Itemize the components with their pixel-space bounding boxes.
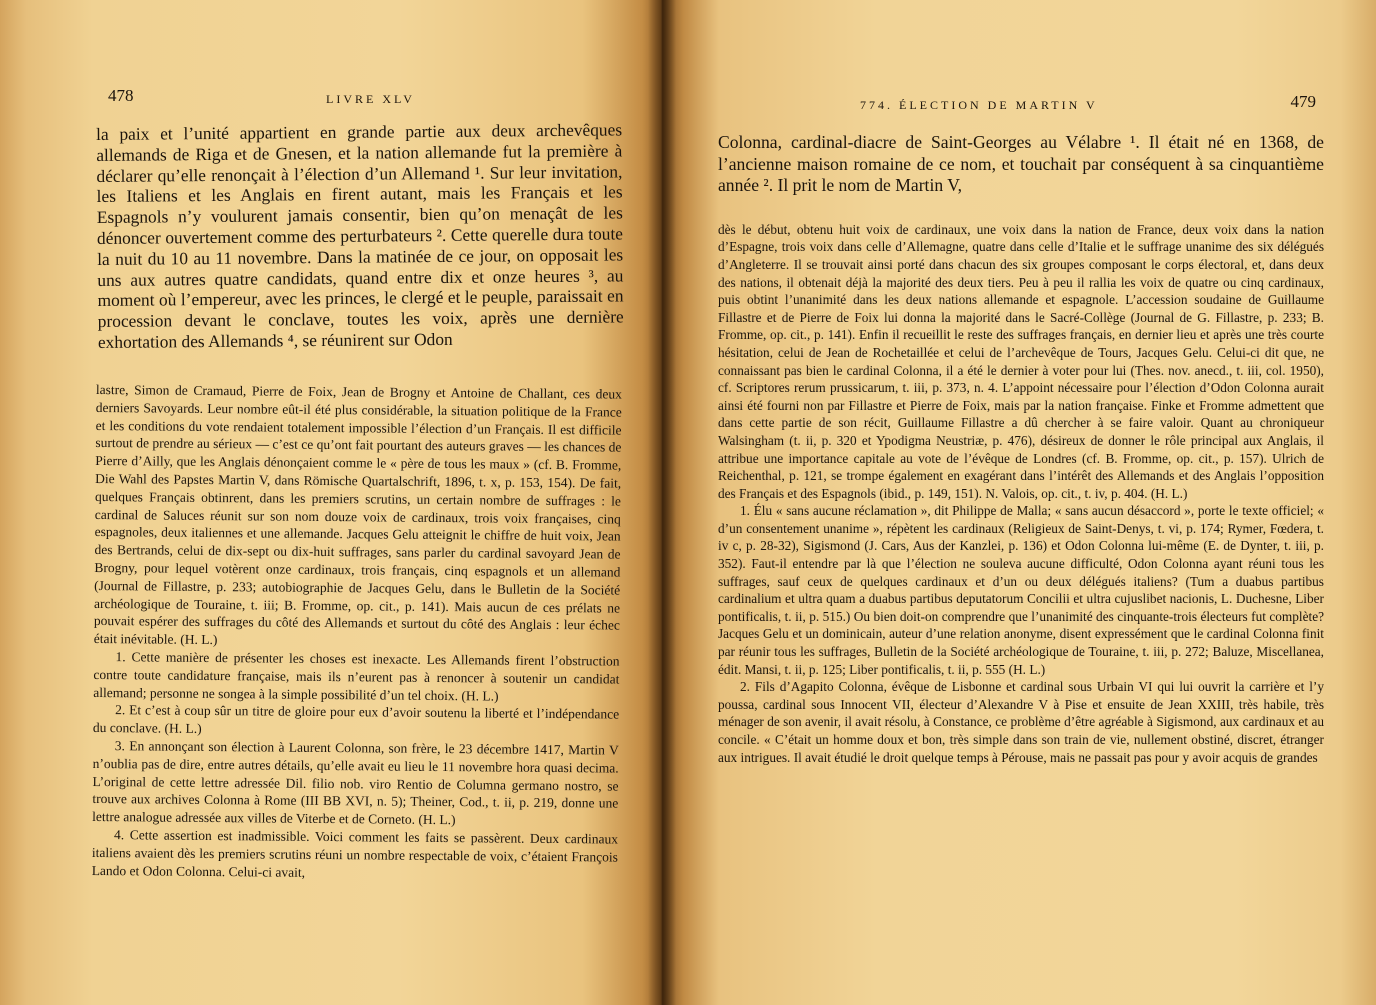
footnote-4: 4. Cette assertion est inadmissible. Voici comment les faits se passèrent. Deux cardinaux italiens avaient dès les premiers scrutins réuni un nombre respectable de voix, c’étaient François Lando et Odon Colonna. Celui-ci avait, bbox=[91, 826, 619, 880]
book-gutter bbox=[648, 0, 676, 1005]
main-paragraph: Colonna, cardinal-diacre de Saint-Georges au Vélabre ¹. Il était né en 1368, de l’ancienne maison romaine de ce nom, et touchait par conséquent à sa cinquantième année ². Il prit le nom de Martin V, bbox=[718, 132, 1324, 196]
right-page-header bbox=[718, 92, 1324, 130]
footnote-continued: lastre, Simon de Cramaud, Pierre de Foix, Jean de Brogny et Antoine de Challant, ces deux derniers Savoyards. Leur nombre eût-il été plus considérable, la situation politique de la France et les conditions du vote rendaient totalement impossible l’élection d’un Français. Il est difficile surtout de prendre au sérieux — c’est ce qu’ont fait pourtant des auteurs graves — les chances de Pierre d’Ailly, que les Anglais dénonçaient comme le « père de tous les maux » (cf. B. Fromme, Die Wahl des Papstes Martin V, dans Römische Quartalschrift, 1896, t. x, p. 153, 154). De fait, quelques Français obtinrent, dans les premiers scrutins, un certain nombre de suffrages : le cardinal de Saluces réunit sur son nom douze voix de cardinaux, trois voix françaises, cinq espagnoles, deux italiennes et une allemande. Jacques Gelu atteignit le chiffre de huit voix, Jean des Bertrands, celui de dix-sept ou dix-huit suffrages, sans parler du cardinal savoyard Jean de Brogny, pour lequel votèrent onze cardinaux, trois français, cinq espagnols et un allemand (Journal de Fillastre, p. 233; autobiographie de Jacques Gelu, dans le Bulletin de la Société archéologique de Touraine, t. iii; B. Fromme, op. cit., p. 141). Mais aucun de ces prélats ne pouvait espérer des suffrages du côté des Allemands et surtout du côté des Anglais : leur échec était inévitable. (H. L.) bbox=[93, 381, 622, 647]
footnotes bbox=[718, 221, 1324, 766]
main-paragraph: la paix et l’unité appartient en grande partie aux deux archevêques allemands de Riga et de Gnesen, et la nation allemande fut la première à déclarer qu’elle renonçait à l’élection d’un Allemand ¹. Sur leur invitation, les Italiens et les Anglais en firent autant, mais les Français et les Espagnols n’y voulurent jamais consentir, bien qu’on menaçât de les dénoncer ouvertement comme des perturbateurs ². Cette querelle dura toute la nuit du 10 au 11 novembre. Dans la matinée de ce jour, on opposait les uns aux autres quatre candidats, quand entre dix et onze heures ³, au moment où l’empereur, avec les princes, le clergé et le peuple, paraissait en procession devant le conclave, toutes les voix, après une dernière exhortation des Allemands ⁴, se réunirent sur Odon bbox=[96, 119, 624, 352]
page-number: 479 bbox=[1290, 92, 1316, 111]
left-page-header bbox=[96, 86, 622, 124]
footnote-2: 2. Fils d’Agapito Colonna, évêque de Lisbonne et cardinal sous Urbain VI qui lui ouvrit la carrière et l’y poussa, cardinal sous Innocent VII, électeur d’Alexandre V à Pise et ensuite de Jean XXIII, très habile, très ménager de son avenir, il avait résolu, à Constance, ce problème d’être agréable à Sigismond, aux cardinaux et au concile. « C’était un homme doux et bon, très simple dans son train de vie, nullement obstiné, discret, étranger aux intrigues. Il avait étudié le droit quelque temps à Pérouse, mais ne passait pas pour y avoir acquis de grandes bbox=[718, 679, 1324, 765]
right-page bbox=[662, 0, 1376, 1005]
page-number: 478 bbox=[108, 86, 134, 105]
main-text bbox=[96, 119, 624, 352]
left-page bbox=[0, 0, 662, 1005]
footnote-continued: dès le début, obtenu huit voix de cardinaux, une voix dans la nation de France, deux voix dans la nation d’Espagne, trois voix dans celle d’Allemagne, quatre dans celle d’Italie et le suffrage unanime des six délégués d’Angleterre. Il se trouvait ainsi porté dans chacun des six groupes composant le corps électoral, et, dans deux des nations, il obtenait déjà la majorité des deux tiers. Peu à peu il rallia les voix de quatre ou cinq cardinaux, puis obtint l’unanimité dans les deux nations allemande et espagnole. L’accession soudaine de Guillaume Fillastre et de Pierre de Foix lui donna la majorité dans le Sacré-Collège (Journal de G. Fillastre, p. 233; B. Fromme, op. cit., p. 141). Enfin il recueillit le reste des suffrages français, en dernier lieu et après une très courte hésitation, celui de Jean de Rochetaillée et celui de l’archevêque de Tours, Jacques Gelu. Celui-ci dit que, ne connaissant pas bien le cardinal Colonna, il a été le dernier à voter pour lui (Thes. nov. anecd., t. iii, col. 1950), cf. Scriptores rerum prussicarum, t. iii, p. 373, n. 4. L’appoint nécessaire pour l’élection d’Odon Colonna aurait ainsi été fourni non par Fillastre et Pierre de Foix, mais par la nation française. Finke et Fromme admettent que dans cette partie de son récit, Guillaume Fillastre a dû chercher à se faire valoir. Quant au chroniqueur Walsingham (t. ii, p. 320 et Ypodigma Neustriæ, p. 476), désireux de donner le rôle principal aux Anglais, il attribue une importance capitale au vote de l’évêque de Londres (cf. B. Fromme, op. cit., p. 157). Ulrich de Reichenthal, p. 121, se trompe également en exagérant dans l’intérêt des Allemands et des Anglais l’opposition des Français et des Espagnols (ibid., p. 149, 151). N. Valois, op. cit., t. iv, p. 404. (H. L.) bbox=[718, 221, 1324, 501]
footnote-3: 3. En annonçant son élection à Laurent Colonna, son frère, le 23 décembre 1417, Martin V n’oublia pas de dire, entre autres détails, qu’elle avait eu lieu le 11 novembre hora quasi decima. L’original de cette lettre adressée Dil. filio nob. viro Rentio de Columna germano nostro, se trouve aux archives Colonna à Rome (III BB XVI, n. 5); Theiner, Cod., t. ii, p. 219, donne une lettre analogue adressée aux villes de Viterbe et de Corneto. (H. L.) bbox=[92, 737, 619, 828]
footnote-2: 2. Et c’est à coup sûr un titre de gloire pour eux d’avoir soutenu la liberté et l’indépendance du conclave. (H. L.) bbox=[92, 702, 620, 736]
running-head: 774. ÉLECTION DE MARTIN V bbox=[860, 98, 1098, 112]
footnote-1: 1. Élu « sans aucune réclamation », dit Philippe de Malla; « sans aucun désaccord », porte le texte officiel; « d’un consentement unanime », répètent les cardinaux (Religieux de Saint-Denys, t. vi, p. 174; Rymer, Fœdera, t. iv c, p. 28-32), Sigismond (J. Cars, Aus der Kanzlei, p. 136) et Odon Colonna lui-même (E. de Dynter, t. iii, p. 352). Faut-il entendre par là que l’élection ne souleva aucune difficulté, Odon Colonna ayant réuni tous les suffrages, sauf ceux de quelques cardinaux et d’un ou deux délégués italiens? (Tum a duabus partibus cardinalium et ultra quam a duabus partibus deputatorum Concilii et ultra cujuslibet nacionis, L. Duchesne, Liber pontificalis, t. ii, p. 515.) Ou bien doit-on comprendre que l’unanimité des cinquante-trois électeurs fut complète? Jacques Gelu et un dominicain, auteur d’une relation anonyme, disent expressément que le cardinal Colonna finit par réunir tous les suffrages, Bulletin de la Société archéologique de Touraine, t. iii, p. 272; Baluze, Miscellanea, édit. Mansi, t. ii, p. 125; Liber pontificalis, t. ii, p. 555 (H. L.) bbox=[718, 503, 1324, 677]
main-text bbox=[718, 132, 1324, 197]
running-head: LIVRE XLV bbox=[326, 92, 415, 106]
footnotes bbox=[92, 381, 622, 884]
footnote-1: 1. Cette manière de présenter les choses est inexacte. Les Allemands firent l’obstruction contre toute candidature française, mais ils n’eurent pas à renoncer à soutenir un candidat allemand; personne ne songea à la simple possibilité d’un tel choix. (H. L.) bbox=[93, 648, 620, 703]
